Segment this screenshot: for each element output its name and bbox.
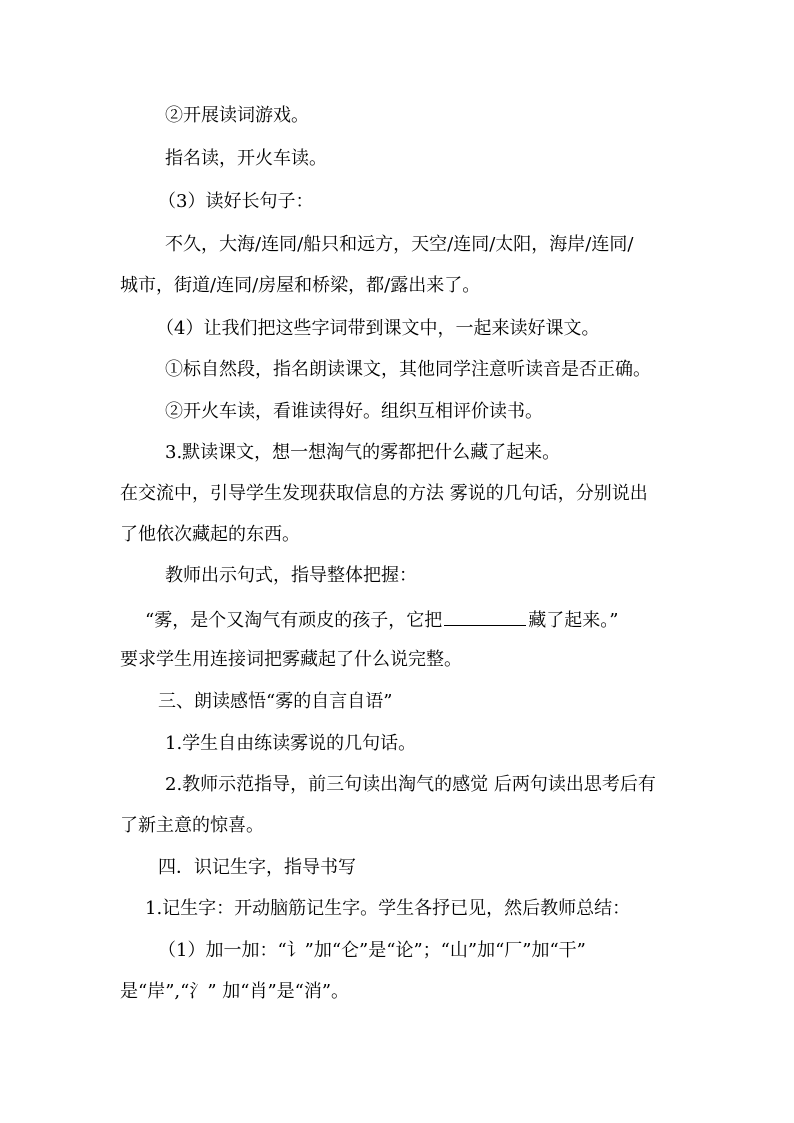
paragraph-line: 在交流中，引导学生发现获取信息的方法 雾说的几句话，分别说出 [120,483,648,504]
paragraph-line: ②开展读词游戏。 [165,105,309,126]
paragraph-line: （4）让我们把这些字词带到课文中，一起来读好课文。 [156,318,600,339]
paragraph-line: 是“岸”,“氵” 加“肖”是“消”。 [120,981,350,1002]
paragraph-line: ①标自然段，指名朗读课文，其他同学注意听读音是否正确。 [165,359,651,380]
section-heading: 三、朗读感悟“雾的自言自语” [158,691,393,712]
paragraph-line: 了新主意的惊喜。 [120,815,264,836]
blank-underline [444,607,526,626]
paragraph-line: 指名读，开火车读。 [165,148,327,169]
sentence-part-before: “雾，是个又淘气有顽皮的孩子，它把 [145,610,443,631]
paragraph-line: （3）读好长句子： [158,191,314,212]
paragraph-line: ②开火车读，看谁读得好。组织互相评价读书。 [165,401,543,422]
paragraph-line: 1.记生字：开动脑筋记生字。学生各抒已见，然后教师总结： [145,898,631,919]
paragraph-line: 不久，大海/连同/船只和远方，天空/连同/太阳，海岸/连同/ [165,234,634,255]
paragraph-line: 城市，街道/连同/房屋和桥梁，都/露出来了。 [120,275,481,296]
paragraph-line: 2.教师示范指导，前三句读出淘气的感觉 后两句读出思考后有 [165,774,656,795]
paragraph-line: 1.学生自由练读雾说的几句话。 [165,733,417,754]
paragraph-line: 要求学生用连接词把雾藏起了什么说完整。 [120,649,462,670]
fill-in-sentence [145,607,618,633]
paragraph-line: （1）加一加：“讠”加“仑”是“论”；“山”加“厂”加“干” [158,940,586,961]
paragraph-line: 了他依次藏起的东西。 [120,524,300,545]
paragraph-line: 教师出示句式，指导整体把握： [165,565,417,586]
sentence-part-after: 藏了起来。” [528,610,619,631]
paragraph-line: 3.默读课文，想一想淘气的雾都把什么藏了起来。 [165,442,561,463]
section-heading: 四．识记生字，指导书写 [158,857,356,878]
